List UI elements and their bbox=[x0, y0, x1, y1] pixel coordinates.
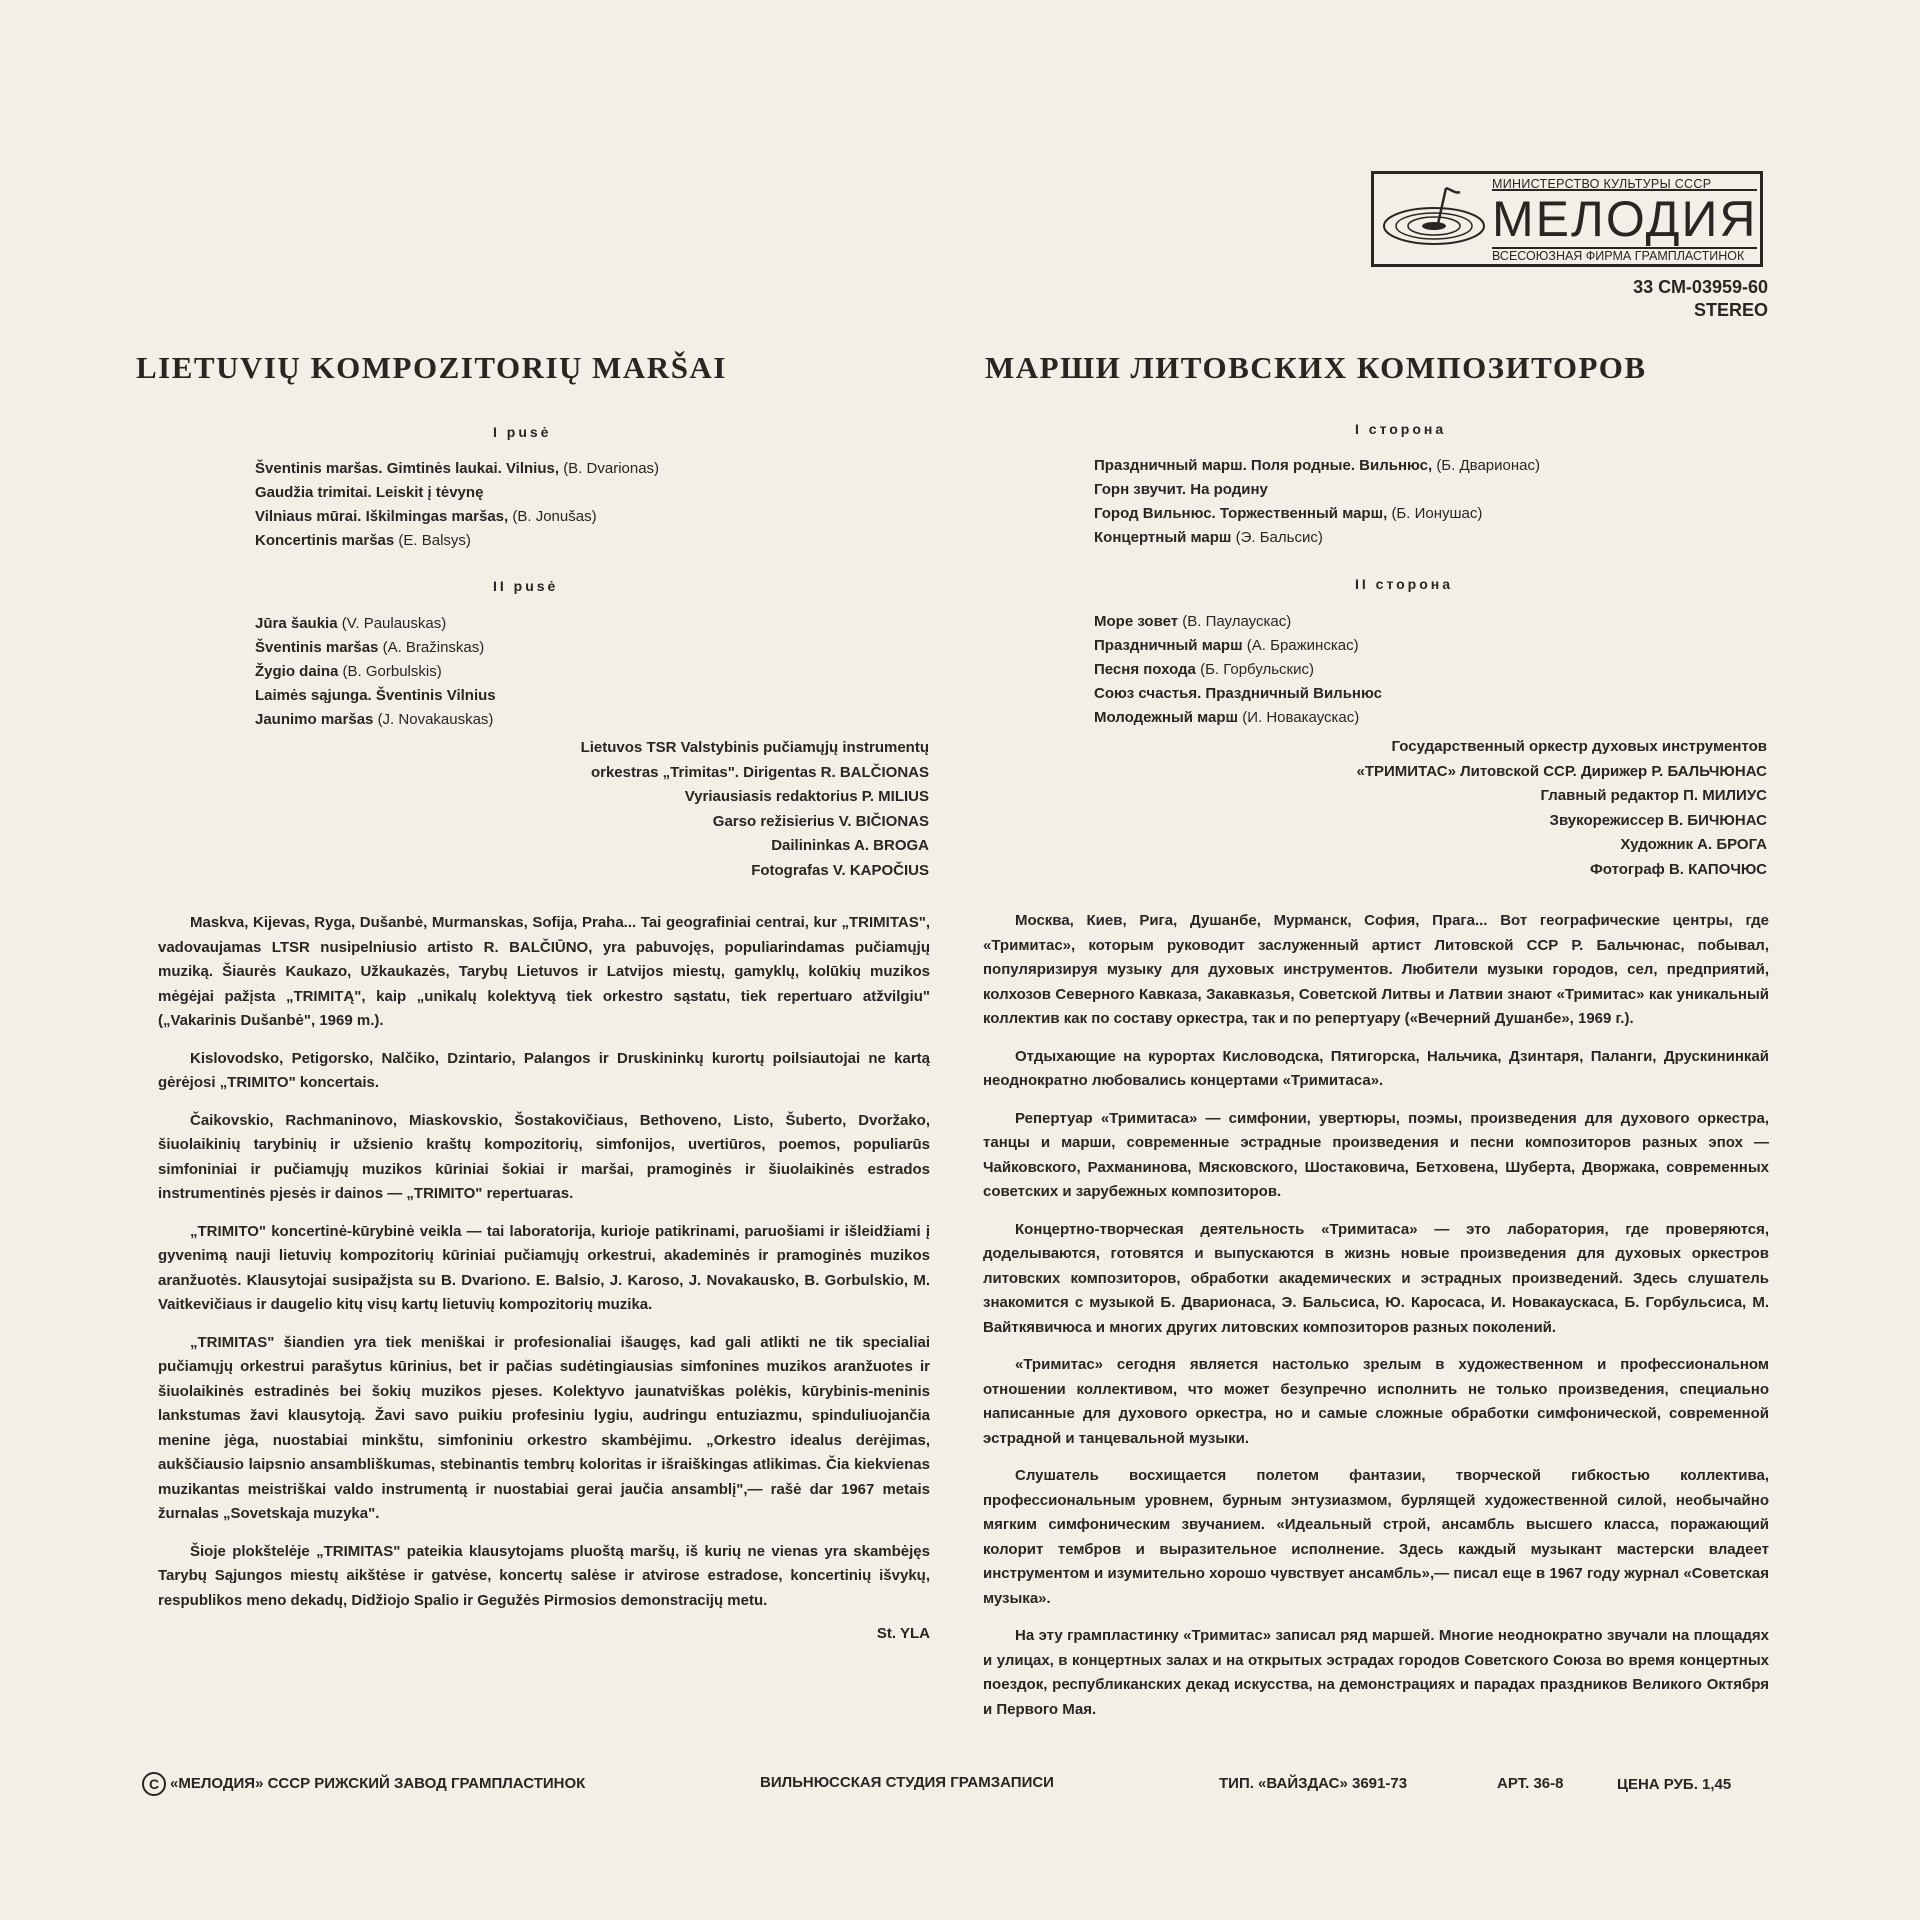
track-item: Город Вильнюс. Торжественный марш, (Б. Ионушас) bbox=[1094, 505, 1483, 522]
ru-body-text bbox=[983, 909, 1769, 1735]
track-item: Laimės sąjunga. Šventinis Vilnius bbox=[255, 687, 496, 704]
credit-line: Фотограф В. КАПОЧЮС bbox=[1590, 860, 1767, 878]
credit-line: Звукорежиссер В. БИЧЮНАС bbox=[1549, 811, 1767, 829]
ru-side2-label: II сторона bbox=[1355, 576, 1454, 592]
title-lithuanian: LIETUVIŲ KOMPOZITORIŲ MARŠAI bbox=[136, 350, 727, 385]
track-item: Jaunimo maršas (J. Novakauskas) bbox=[255, 711, 494, 728]
lt-body-text bbox=[158, 911, 930, 1647]
track-item: Gaudžia trimitai. Leiskit į tėvynę bbox=[255, 484, 484, 501]
credit-line: Fotografas V. KAPOČIUS bbox=[751, 861, 929, 879]
track-item: Праздничный марш. Поля родные. Вильнюс, (Б. Дварионас) bbox=[1094, 457, 1540, 474]
lt-side1-label: I pusė bbox=[493, 424, 552, 440]
track-item: Союз счастья. Праздничный Вильнюс bbox=[1094, 685, 1382, 702]
footer-publisher: C «МЕЛОДИЯ» СССР РИЖСКИЙ ЗАВОД ГРАМПЛАСТИНОК bbox=[142, 1772, 585, 1796]
paragraph: На эту грампластинку «Тримитас» записал ряд маршей. Многие неоднократно звучали на площадях и улицах, в концертных залах и на открытых эстрадах городов Советского Союза во время концертных поездок, республиканских декад искусства, на демонстрациях и парадах праздников Великого Октября и Первого Мая. bbox=[983, 1627, 1769, 1718]
copyright-icon: C bbox=[142, 1772, 166, 1796]
footer-article: АРТ. 36-8 bbox=[1497, 1775, 1564, 1792]
track-item: Молодежный марш (И. Новакаускас) bbox=[1094, 709, 1360, 726]
ru-credits bbox=[1357, 735, 1767, 882]
track-item: Vilniaus mūrai. Iškilmingas maršas, (B. Jonušas) bbox=[255, 508, 597, 525]
paragraph: «Тримитас» сегодня является настолько зрелым в художественном и профессиональном отношении коллективом, что может безупречно исполнить не только произведения, специально написанные для духового оркестра, но и самые сложные обработки симфонической, современной эстрадной и танцевальной музыки. bbox=[983, 1356, 1769, 1447]
ru-side2-tracklist bbox=[1094, 610, 1382, 730]
logo-brand: МЕЛОДИЯ bbox=[1492, 191, 1758, 247]
lt-side1-tracklist bbox=[255, 457, 659, 553]
signature: St. YLA bbox=[876, 1625, 930, 1642]
track-item: Море зовет (В. Паулаускас) bbox=[1094, 613, 1292, 630]
track-item: Jūra šaukia (V. Paulauskas) bbox=[255, 615, 447, 632]
credit-line: orkestras „Trimitas". Dirigentas R. BALČIONAS bbox=[590, 763, 929, 781]
paragraph: Maskva, Kijevas, Ryga, Dušanbė, Murmanskas, Sofija, Praha... Tai geografiniai centrai, kur „TRIMITAS", vadovaujamas LTSR nusipelniusio artisto R. BALČIŪNO, yra pabuvojęs, populiarindamas pučiamųjų muziką. Šiaurės Kaukazo, Užkaukazės, Tarybų Lietuvos ir Latvijos miestų, gamyklų, kolūkių muzikos mėgėjai pažįsta „TRIMITĄ", kaip „unikalų kolektyvą tiek orkestro sąstatu, tiek repertuaro atžvilgiu" („Vakarinis Dušanbė", 1969 m.). bbox=[158, 914, 930, 1029]
paragraph: Слушатель восхищается полетом фантазии, творческой гибкостью коллектива, профессиональным уровнем, бурным энтузиазмом, бурлящей художественной силой, необычайно мягким симфоническим звучанием. «Идеальный строй, ансамбль высшего класса, поражающий колорит тембров и выразительное исполнение. Здесь каждый музыкант мастерски владеет инструментом и изумительно хорошо чувствует ансамбль»,— писал еще в 1967 году журнал «Советская музыка». bbox=[983, 1467, 1769, 1607]
paragraph: Москва, Киев, Рига, Душанбе, Мурманск, София, Прага... Вот географические центры, где «Тримитас», которым руководит заслуженный артист Литовской ССР Р. Бальчюнас, побывал, популяризируя музыку для духовых инструментов. Любители музыки городов, сел, предприятий, колхозов Северного Кавказа, Закавказья, Советской Литвы и Латвии знают «Тримитас» как уникальный коллектив как по составу оркестра, так и по репертуару («Вечерний Душанбе», 1969 г.). bbox=[983, 912, 1769, 1027]
track-item: Праздничный марш (А. Бражинскас) bbox=[1094, 637, 1359, 654]
track-item: Песня похода (Б. Горбульскис) bbox=[1094, 661, 1314, 678]
ru-side1-tracklist bbox=[1094, 454, 1540, 550]
footer-printer: ТИП. «ВАЙЗДАС» 3691-73 bbox=[1219, 1775, 1408, 1792]
melodiya-logo bbox=[1371, 171, 1763, 267]
record-disc-icon bbox=[1380, 180, 1488, 260]
lt-side2-tracklist bbox=[255, 612, 496, 732]
credit-line: Dailininkas A. BROGA bbox=[771, 837, 929, 854]
paragraph: Čaikovskio, Rachmaninovo, Miaskovskio, Šostakovičiaus, Bethoveno, Listo, Šuberto, Dvoržako, šiuolaikinių tarybinių ir užsienio kraštų kompozitorių, simfonijos, uvertiūros, poemos, populiarūs simfoniniai ir pučiamųjų muzikos kūriniai šokiai ir maršai, pramoginės ir šiuolaikinės estrados instrumentinės pjesės ir dainos — „TRIMITO" repertuaras. bbox=[158, 1111, 930, 1202]
track-item: Горн звучит. На родину bbox=[1094, 481, 1268, 498]
credit-line: Государственный оркестр духовых инструментов bbox=[1391, 738, 1767, 755]
footer-price: ЦЕНА РУБ. 1,45 bbox=[1617, 1776, 1732, 1793]
track-item: Žygio daina (B. Gorbulskis) bbox=[255, 663, 442, 680]
paragraph: Kislovodsko, Petigorsko, Nalčiko, Dzintario, Palangos ir Druskininkų kurortų poilsiautojai ne kartą gėrėjosi „TRIMITO" koncertais. bbox=[158, 1049, 930, 1091]
credit-line: «ТРИМИТАС» Литовской ССР. Дирижер Р. БАЛЬЧЮНАС bbox=[1356, 762, 1767, 780]
credit-line: Главный редактор П. МИЛИУС bbox=[1540, 787, 1767, 804]
lt-credits bbox=[581, 736, 929, 883]
logo-ministry: МИНИСТЕРСТВО КУЛЬТУРЫ СССР bbox=[1492, 177, 1712, 191]
track-item: Концертный марш (Э. Бальсис) bbox=[1094, 529, 1323, 546]
logo-firm: ВСЕСОЮЗНАЯ ФИРМА ГРАМПЛАСТИНОК bbox=[1492, 249, 1745, 263]
credit-line: Vyriausiasis redaktorius P. MILIUS bbox=[684, 788, 929, 805]
catalog-number: 33 СМ-03959-60 bbox=[1633, 277, 1768, 297]
footer-studio: ВИЛЬНЮССКАЯ СТУДИЯ ГРАМЗАПИСИ bbox=[760, 1774, 1054, 1791]
ru-side1-label: I сторона bbox=[1355, 421, 1447, 437]
track-item: Šventinis maršas (A. Bražinskas) bbox=[255, 639, 485, 656]
credit-line: Garso režisierius V. BIČIONAS bbox=[712, 812, 929, 830]
track-item: Koncertinis maršas (E. Balsys) bbox=[255, 532, 471, 549]
stereo-label: STEREO bbox=[1693, 300, 1768, 320]
paragraph: Šioje plokštelėje „TRIMITAS" pateikia klausytojams pluoštą maršų, iš kurių ne vienas yra skambėjęs Tarybų Sąjungos miestų aikštėse ir gatvėse, koncertų salėse ir atvirose estradose, koncertinių išvykų, respublikos meno dekadų, Didžiojo Spalio ir Gegužės Pirmosios demonstracijų metu. bbox=[158, 1542, 930, 1609]
paragraph: Отдыхающие на курортах Кисловодска, Пятигорска, Нальчика, Дзинтаря, Паланги, Друскининкай неоднократно любовались концертами «Тримитаса». bbox=[983, 1047, 1769, 1089]
paragraph: Репертуар «Тримитаса» — симфонии, увертюры, поэмы, произведения для духового оркестра, танцы и марши, современные эстрадные произведения и песни композиторов разных эпох — Чайковского, Рахманинова, Мясковского, Шостаковича, Бетховена, Шуберта, Дворжака, современных советских и зарубежных композиторов. bbox=[983, 1109, 1769, 1200]
lt-side2-label: II pusė bbox=[493, 578, 559, 594]
paragraph: „TRIMITO" koncertinė-kūrybinė veikla — tai laboratorija, kurioje patikrinami, paruošiami ir išleidžiami į gyvenimą nauji lietuvių kompozitorių kūriniai pučiamųjų orkestrui, akademinės ir pramoginės muzikos aranžuotės. Klausytojai susipažįsta su B. Dvariono. E. Balsio, J. Karoso, J. Novakausko, B. Gorbulskio, M. Vaitkevičiaus ir daugelio kitų visų kartų lietuvių kompozitorių muzika. bbox=[158, 1222, 930, 1313]
paragraph: Концертно-творческая деятельность «Тримитаса» — это лаборатория, где проверяются, доделываются, готовятся и выпускаются в жизнь новые произведения для духовых оркестров литовских композиторов, обработки академических и эстрадных произведений. Здесь слушатель знакомится с музыкой Б. Дварионаса, Э. Бальсиса, Ю. Каросаса, И. Новакаускаса, Б. Горбульсиса, М. Вайткявичюса и многих других литовских композиторов разных поколений. bbox=[983, 1220, 1769, 1336]
title-russian: МАРШИ ЛИТОВСКИХ КОМПОЗИТОРОВ bbox=[985, 350, 1647, 385]
paragraph: „TRIMITAS" šiandien yra tiek meniškai ir profesionaliai išaugęs, kad gali atlikti ne tik specialiai pučiamųjų orkestrui parašytus kūrinius, bet ir pačias sudėtingiausias simfonines muzikos aranžuotes ir šiuolaikinės estradinės bei šokių muzikos pjeses. Kolektyvo jaunatviškas polėkis, kūrybinis-meninis lankstumas žavi klausytoją. Žavi savo puikiu profesiniu lygiu, audringu entuziazmu, spinduliuojančia menine jėga, nuostabiai minkštu, simfoniniu orkestro skambėjimu. „Orkestro idealus derėjimas, aukščiausio laipsnio ansambliškumas, stebinantis tembrų koloritas ir išraiškingas atlikimas. Čia kiekvienas muzikantas meistriškai valdo instrumentą ir nuostabiai gerai jaučia ansamblį",— rašė dar 1967 metais žurnalas „Sovetskaja muzyka". bbox=[158, 1333, 930, 1522]
track-item: Šventinis maršas. Gimtinės laukai. Vilnius, (B. Dvarionas) bbox=[255, 460, 660, 477]
credit-line: Lietuvos TSR Valstybinis pučiamųjų instrumentų bbox=[580, 739, 929, 756]
credit-line: Художник А. БРОГА bbox=[1620, 836, 1767, 853]
